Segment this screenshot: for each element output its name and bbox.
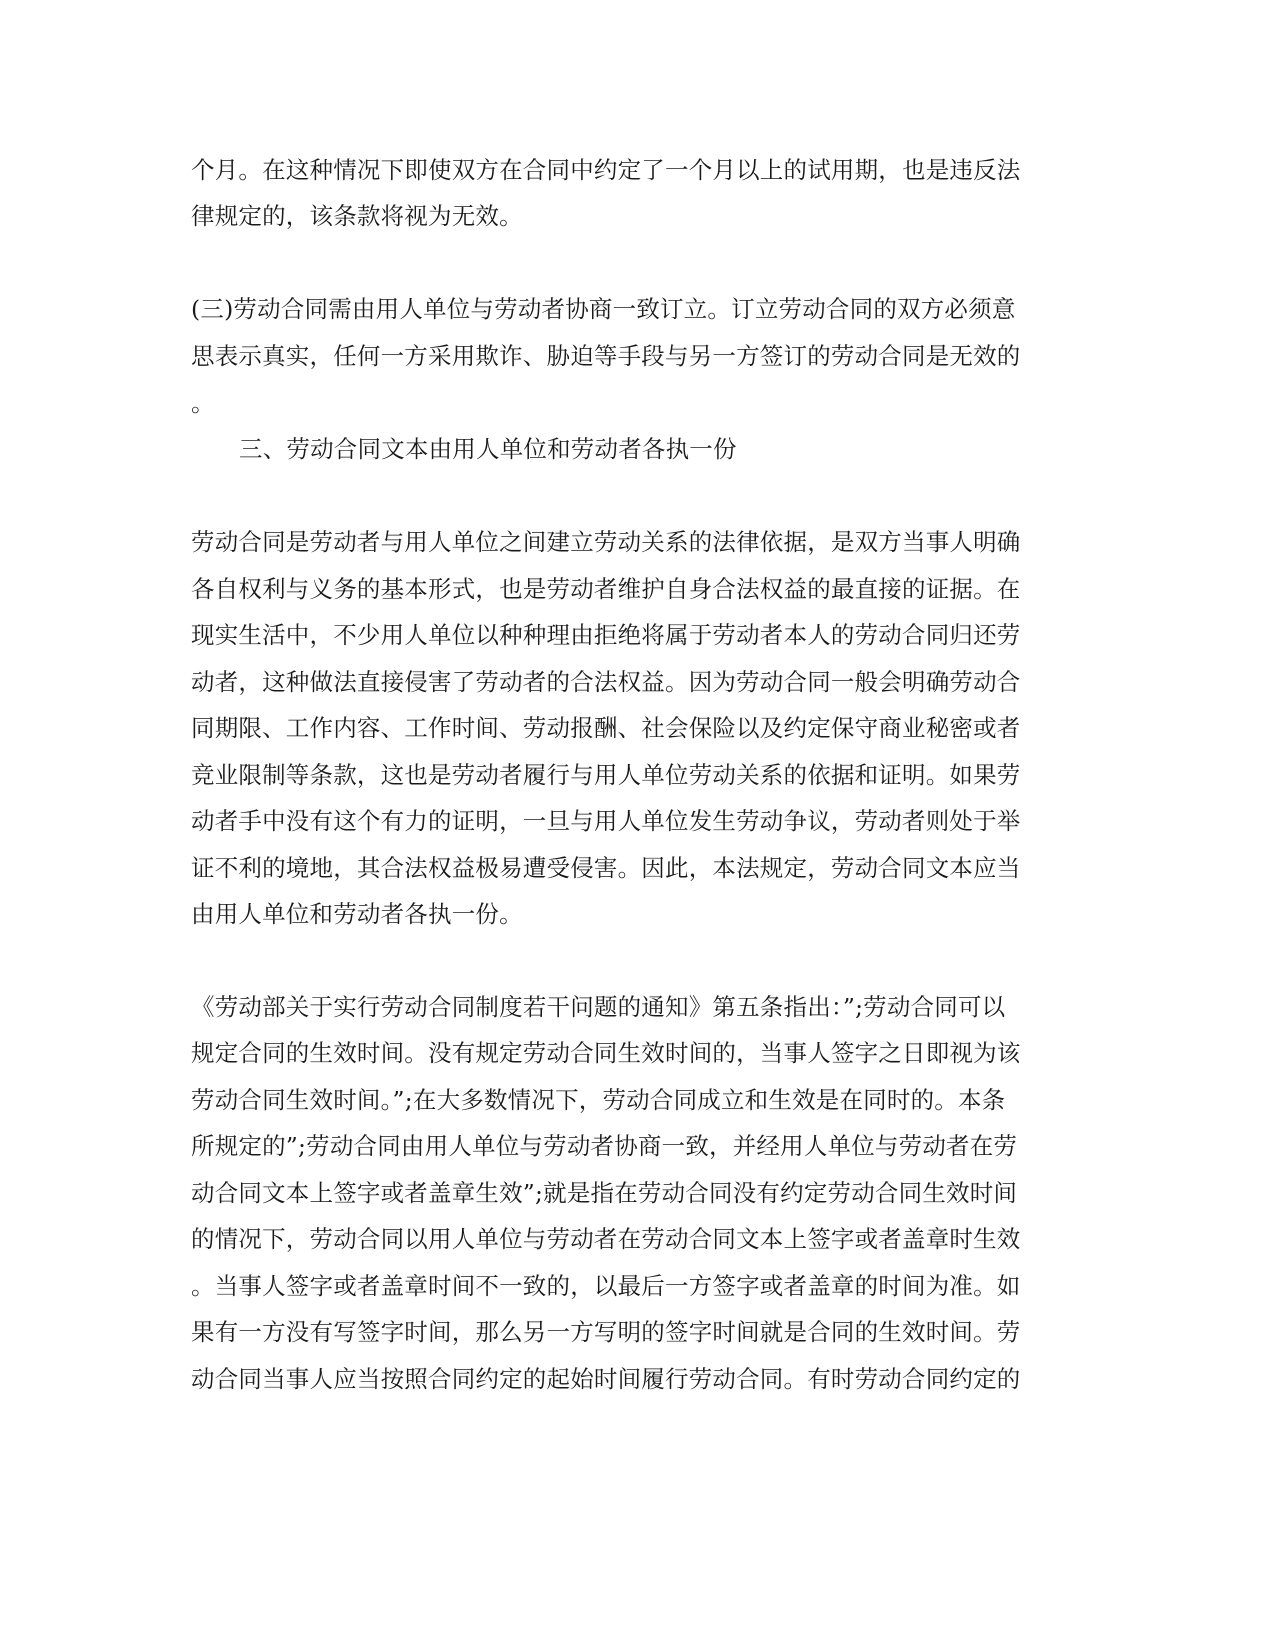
section-heading: 三、劳动合同文本由用人单位和劳动者各执一份 bbox=[239, 435, 737, 463]
paragraph-4-line-7: 。当事人签字或者盖章时间不一致的，以最后一方签字或者盖章的时间为准。如 bbox=[191, 1272, 1021, 1300]
paragraph-3-line-8: 证不利的境地，其合法权益极易遭受侵害。因此，本法规定，劳动合同文本应当 bbox=[191, 854, 1021, 882]
paragraph-3-line-2: 各自权利与义务的基本形式，也是劳动者维护自身合法权益的最直接的证据。在 bbox=[191, 575, 1021, 603]
paragraph-1-line-2: 律规定的，该条款将视为无效。 bbox=[191, 202, 523, 230]
paragraph-4-line-2: 规定合同的生效时间。没有规定劳动合同生效时间的，当事人签字之日即视为该 bbox=[191, 1039, 1021, 1067]
paragraph-3-line-1: 劳动合同是劳动者与用人单位之间建立劳动关系的法律依据，是双方当事人明确 bbox=[191, 528, 1021, 556]
paragraph-4-line-5: 动合同文本上签字或者盖章生效”;就是指在劳动合同没有约定劳动合同生效时间 bbox=[191, 1179, 1018, 1207]
paragraph-3-line-4: 动者，这种做法直接侵害了劳动者的合法权益。因为劳动合同一般会明确劳动合 bbox=[191, 668, 1021, 696]
paragraph-1-line-1: 个月。在这种情况下即使双方在合同中约定了一个月以上的试用期，也是违反法 bbox=[191, 156, 1021, 184]
paragraph-3-line-9: 由用人单位和劳动者各执一份。 bbox=[191, 900, 523, 928]
paragraph-4-line-4: 所规定的”;劳动合同由用人单位与劳动者协商一致，并经用人单位与劳动者在劳 bbox=[191, 1132, 1018, 1160]
paragraph-2-line-2: 思表示真实，任何一方采用欺诈、胁迫等手段与另一方签订的劳动合同是无效的 bbox=[191, 342, 1021, 370]
paragraph-4-line-9: 动合同当事人应当按照合同约定的起始时间履行劳动合同。有时劳动合同约定的 bbox=[191, 1365, 1021, 1393]
paragraph-3-line-3: 现实生活中，不少用人单位以种种理由拒绝将属于劳动者本人的劳动合同归还劳 bbox=[191, 621, 1021, 649]
paragraph-3-line-5: 同期限、工作内容、工作时间、劳动报酬、社会保险以及约定保守商业秘密或者 bbox=[191, 714, 1021, 742]
paragraph-3-line-7: 动者手中没有这个有力的证明，一旦与用人单位发生劳动争议，劳动者则处于举 bbox=[191, 807, 1021, 835]
paragraph-4-line-6: 的情况下，劳动合同以用人单位与劳动者在劳动合同文本上签字或者盖章时生效 bbox=[191, 1225, 1021, 1253]
paragraph-3-line-6: 竞业限制等条款，这也是劳动者履行与用人单位劳动关系的依据和证明。如果劳 bbox=[191, 761, 1021, 789]
paragraph-4-line-1: 《劳动部关于实行劳动合同制度若干问题的通知》第五条指出：”;劳动合同可以 bbox=[191, 993, 1006, 1021]
paragraph-2-line-3: 。 bbox=[191, 389, 215, 417]
paragraph-4-line-8: 果有一方没有写签字时间，那么另一方写明的签字时间就是合同的生效时间。劳 bbox=[191, 1318, 1021, 1346]
paragraph-2-line-1: (三)劳动合同需由用人单位与劳动者协商一致订立。订立劳动合同的双方必须意 bbox=[191, 295, 1016, 323]
paragraph-4-line-3: 劳动合同生效时间。”;在大多数情况下，劳动合同成立和生效是在同时的。本条 bbox=[191, 1086, 1006, 1114]
